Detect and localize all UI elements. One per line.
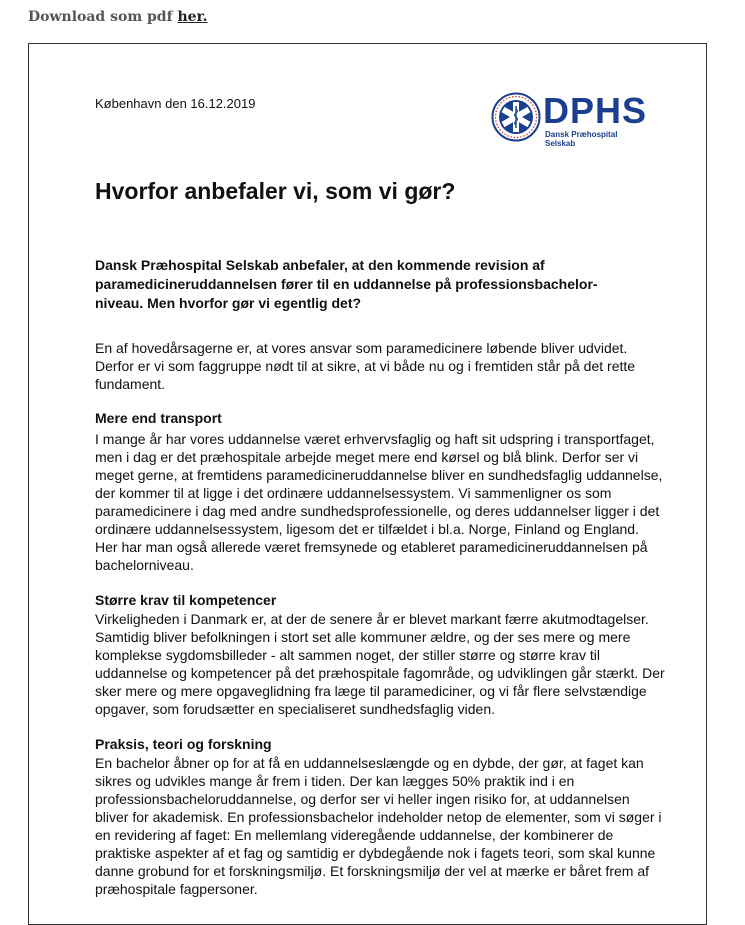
logo-abbrev: DPHS <box>543 90 648 131</box>
lead-paragraph: Dansk Præhospital Selskab anbefaler, at den kommende revision af paramedicineruddannelsen fører til en uddannelse på professionsbachelor-niveau. Men hvorfor gør vi egentlig det? <box>95 257 598 311</box>
download-line <box>28 9 208 25</box>
section-heading: Større krav til kompetencer <box>95 592 277 608</box>
pdf-viewer[interactable] <box>28 43 707 925</box>
download-pdf-link[interactable]: her. <box>177 9 208 25</box>
section-heading: Mere end transport <box>95 410 222 426</box>
section-paragraph: Virkeligheden i Danmark er, at der de senere år er blevet markant færre akutmodtagelser. Samtidig bliver befolkningen i stort set alle kommuner ældre, og der ses mere og mere komplekse sygdomsbilleder - alt sammen noget, der stiller større og større krav til uddannelse og kompetencer på det præhospitale fagområde, og udviklingen går stærkt. Der sker mere og mere opgaveglidning fra læge til paramediciner, og vi får flere selvstændige opgaver, som forudsætter en specialiseret sundhedsfaglig viden. <box>95 611 665 717</box>
section-heading: Praksis, teori og forskning <box>95 736 272 752</box>
download-label: Download som pdf <box>28 9 173 25</box>
intro-paragraph: En af hovedårsagerne er, at vores ansvar som paramedicinere løbende bliver udvidet. Derfor er vi som faggruppe nødt til at sikre, at vi både nu og i fremtiden står på det rette fundament. <box>95 340 636 392</box>
document-title: Hvorfor anbefaler vi, som vi gør? <box>95 178 456 204</box>
document-date: København den 16.12.2019 <box>95 96 256 111</box>
section-paragraph: En bachelor åbner op for at få en uddannelseslængde og en dybde, der gør, at faget kan sikres og udvikles mange år frem i tiden. Der kan lægges 50% praktik ind i en professionsbacheloruddannelse, og derfor ser vi heller ingen risiko for, at uddannelsen bliver for akademisk. En professionsbachelor indeholder netop de elementer, som vi søger i en revidering af faget: En mellemlang videregående uddannelse, der kombinerer de praktiske aspekter af et fag og samtidig er dybdegående nok i fagets teori, som skal kunne danne grobund for et forskningsmiljø. Et forskningsmiljø der vel at mærke er båret frem af præhospitale fagpersoner. <box>95 755 662 897</box>
logo-full-name: Dansk Præhospital Selskab <box>545 130 618 148</box>
section-paragraph: I mange år har vores uddannelse været erhvervsfaglig og haft sit udspring i transportfaget, men i dag er det præhospitale arbejde meget mere end kørsel og blå blink. Derfor ser vi meget gerne, at fremtidens paramedicineruddannelse bliver en sundhedsfaglig uddannelse, der kommer til at ligge i det ordinære uddannelsessystem. Vi sammenligner os som paramedicinere i dag med andre sundhedsprofessionelle, og deres uddannelser ligger i det ordinære uddannelsessystem, ligesom det er tilfældet i bl.a. Norge, Finland og England. Her har man også allerede været fremsynede og etableret paramedicineruddannelsen på bachelorniveau. <box>95 431 663 573</box>
dphs-logo <box>491 90 648 148</box>
star-of-life-icon <box>491 92 541 142</box>
